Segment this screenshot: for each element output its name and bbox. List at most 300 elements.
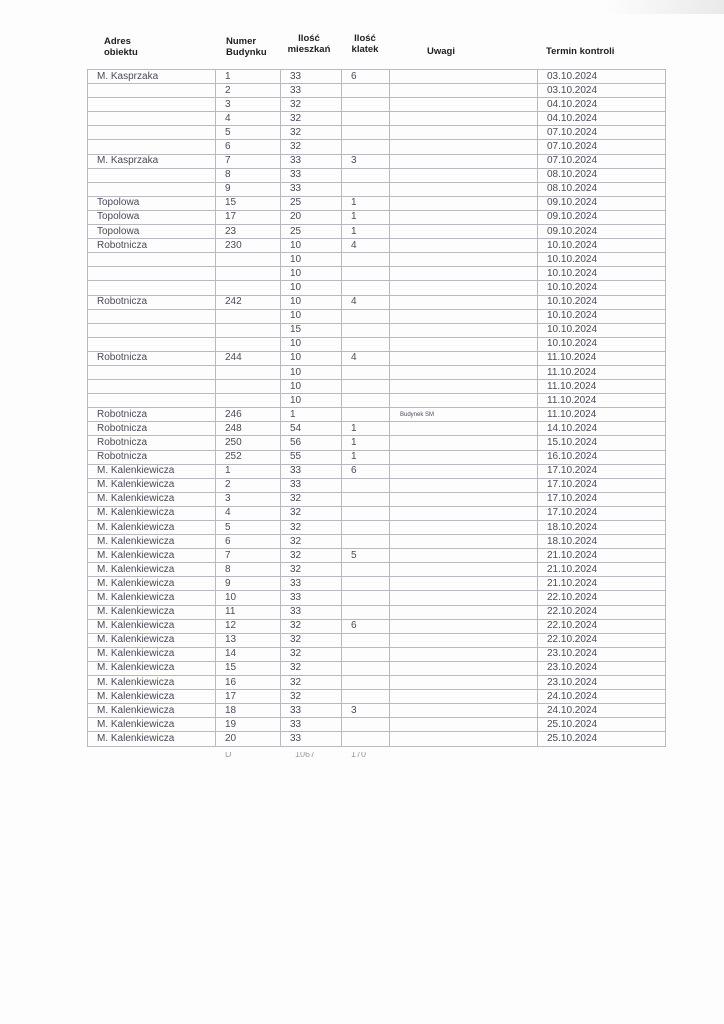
cell-numer: 244 [216, 351, 281, 365]
cell-adres [88, 323, 216, 337]
cell-adres [88, 98, 216, 112]
cell-klatek [342, 98, 390, 112]
cell-numer: 5 [216, 521, 281, 535]
cell-numer [216, 323, 281, 337]
table-row [88, 676, 666, 690]
cell-mieszkan: 10 [281, 267, 342, 281]
cell-uwagi [390, 661, 538, 675]
cell-mieszkan: 32 [281, 647, 342, 661]
table-row [88, 605, 666, 619]
cell-termin: 21.10.2024 [538, 549, 666, 563]
cell-termin: 24.10.2024 [538, 690, 666, 704]
cell-adres: M. Kalenkiewicza [88, 549, 216, 563]
cell-numer: 248 [216, 422, 281, 436]
cell-mieszkan: 10 [281, 365, 342, 379]
cell-numer [216, 281, 281, 295]
cell-numer: 18 [216, 704, 281, 718]
cell-klatek [342, 647, 390, 661]
table-row [88, 253, 666, 267]
cell-klatek [342, 591, 390, 605]
cell-adres: Topolowa [88, 196, 216, 210]
cell-mieszkan: 32 [281, 521, 342, 535]
cell-numer: 20 [216, 732, 281, 746]
table-row [88, 563, 666, 577]
cell-mieszkan: 33 [281, 704, 342, 718]
cell-termin: 10.10.2024 [538, 337, 666, 351]
cell-termin: 22.10.2024 [538, 591, 666, 605]
cell-numer: 12 [216, 619, 281, 633]
table-row [88, 577, 666, 591]
cell-uwagi [390, 549, 538, 563]
table-row [88, 478, 666, 492]
cell-adres [88, 394, 216, 408]
cell-mieszkan: 25 [281, 225, 342, 239]
cell-mieszkan: 33 [281, 70, 342, 84]
cell-termin: 17.10.2024 [538, 492, 666, 506]
cell-uwagi [390, 281, 538, 295]
table-row [88, 732, 666, 746]
cell-uwagi [390, 98, 538, 112]
cell-klatek [342, 168, 390, 182]
cell-termin: 21.10.2024 [538, 563, 666, 577]
cell-klatek [342, 365, 390, 379]
cell-termin: 10.10.2024 [538, 281, 666, 295]
cell-mieszkan: 32 [281, 676, 342, 690]
header-termin: Termin kontroli [546, 46, 615, 57]
cell-termin: 10.10.2024 [538, 253, 666, 267]
cell-uwagi [390, 605, 538, 619]
cell-mieszkan: 10 [281, 295, 342, 309]
cell-mieszkan: 33 [281, 84, 342, 98]
cell-mieszkan: 10 [281, 253, 342, 267]
cell-numer: 2 [216, 84, 281, 98]
cell-numer: 23 [216, 225, 281, 239]
cell-termin: 22.10.2024 [538, 605, 666, 619]
cell-uwagi [390, 225, 538, 239]
cell-numer: 19 [216, 718, 281, 732]
cell-mieszkan: 32 [281, 690, 342, 704]
cell-uwagi [390, 633, 538, 647]
table-row [88, 633, 666, 647]
cell-adres: M. Kalenkiewicza [88, 732, 216, 746]
cell-termin: 07.10.2024 [538, 154, 666, 168]
cell-numer: 11 [216, 605, 281, 619]
table-row [88, 718, 666, 732]
cell-uwagi: Budynek SM [390, 408, 538, 422]
cell-klatek: 6 [342, 464, 390, 478]
table-row [88, 112, 666, 126]
table-row [88, 267, 666, 281]
cell-mieszkan: 10 [281, 309, 342, 323]
cell-termin: 10.10.2024 [538, 239, 666, 253]
cell-klatek [342, 661, 390, 675]
table-row [88, 98, 666, 112]
table-row [88, 704, 666, 718]
cell-adres [88, 84, 216, 98]
cell-uwagi [390, 422, 538, 436]
cell-termin: 11.10.2024 [538, 408, 666, 422]
cell-numer: 7 [216, 549, 281, 563]
table-row [88, 450, 666, 464]
cell-termin: 17.10.2024 [538, 478, 666, 492]
cell-termin: 25.10.2024 [538, 718, 666, 732]
cell-klatek: 1 [342, 225, 390, 239]
cell-adres [88, 365, 216, 379]
cell-adres [88, 182, 216, 196]
cell-klatek [342, 563, 390, 577]
cell-mieszkan: 33 [281, 478, 342, 492]
cell-mieszkan: 33 [281, 577, 342, 591]
cell-mieszkan: 32 [281, 492, 342, 506]
cell-mieszkan: 32 [281, 535, 342, 549]
cell-klatek [342, 577, 390, 591]
cell-uwagi [390, 506, 538, 520]
cell-adres: Topolowa [88, 210, 216, 224]
cell-numer: 7 [216, 154, 281, 168]
cell-adres: Robotnicza [88, 408, 216, 422]
cell-numer: 4 [216, 506, 281, 520]
cell-klatek [342, 732, 390, 746]
table-row [88, 506, 666, 520]
cell-adres: M. Kalenkiewicza [88, 577, 216, 591]
cell-numer: 14 [216, 647, 281, 661]
cell-klatek: 5 [342, 549, 390, 563]
table-row [88, 436, 666, 450]
cell-uwagi [390, 210, 538, 224]
cell-klatek [342, 126, 390, 140]
table-row [88, 196, 666, 210]
cell-klatek [342, 633, 390, 647]
cell-uwagi [390, 267, 538, 281]
cell-mieszkan: 33 [281, 732, 342, 746]
cell-klatek [342, 253, 390, 267]
cell-mieszkan: 10 [281, 380, 342, 394]
cell-mieszkan: 15 [281, 323, 342, 337]
cell-termin: 11.10.2024 [538, 394, 666, 408]
cell-adres: Robotnicza [88, 450, 216, 464]
cell-mieszkan: 10 [281, 337, 342, 351]
cell-klatek [342, 84, 390, 98]
cell-mieszkan: 33 [281, 591, 342, 605]
cell-klatek: 1 [342, 210, 390, 224]
cell-termin: 04.10.2024 [538, 112, 666, 126]
cell-uwagi [390, 84, 538, 98]
cell-numer: 15 [216, 661, 281, 675]
cell-adres: M. Kalenkiewicza [88, 690, 216, 704]
cell-klatek [342, 408, 390, 422]
header-mieszkan: Ilość mieszkań [287, 33, 331, 55]
cell-klatek: 6 [342, 70, 390, 84]
cell-uwagi [390, 140, 538, 154]
cell-klatek [342, 535, 390, 549]
cell-termin: 14.10.2024 [538, 422, 666, 436]
table-row [88, 394, 666, 408]
cell-uwagi [390, 126, 538, 140]
cell-klatek: 3 [342, 154, 390, 168]
cell-numer: 246 [216, 408, 281, 422]
cell-klatek [342, 112, 390, 126]
cell-klatek [342, 182, 390, 196]
table-row [88, 464, 666, 478]
cell-adres [88, 267, 216, 281]
cell-numer [216, 337, 281, 351]
table-row [88, 492, 666, 506]
table-row [88, 549, 666, 563]
cell-termin: 10.10.2024 [538, 267, 666, 281]
cell-numer: 1 [216, 464, 281, 478]
cell-mieszkan: 32 [281, 633, 342, 647]
cell-numer [216, 309, 281, 323]
cell-termin: 10.10.2024 [538, 309, 666, 323]
cell-klatek [342, 478, 390, 492]
cell-adres [88, 253, 216, 267]
cell-termin: 23.10.2024 [538, 661, 666, 675]
cell-termin: 18.10.2024 [538, 535, 666, 549]
cell-adres: M. Kasprzaka [88, 154, 216, 168]
cell-adres: Robotnicza [88, 351, 216, 365]
cell-uwagi [390, 351, 538, 365]
cell-numer: 3 [216, 98, 281, 112]
cell-mieszkan: 10 [281, 281, 342, 295]
cell-adres: M. Kalenkiewicza [88, 661, 216, 675]
table-row [88, 619, 666, 633]
cell-mieszkan: 33 [281, 168, 342, 182]
cell-mieszkan: 32 [281, 112, 342, 126]
cell-klatek [342, 323, 390, 337]
cell-adres: M. Kalenkiewicza [88, 633, 216, 647]
cell-mieszkan: 32 [281, 126, 342, 140]
cell-adres: M. Kalenkiewicza [88, 535, 216, 549]
cell-klatek [342, 281, 390, 295]
table-row [88, 84, 666, 98]
cell-termin: 09.10.2024 [538, 210, 666, 224]
cell-adres: M. Kalenkiewicza [88, 506, 216, 520]
cell-termin: 10.10.2024 [538, 295, 666, 309]
cell-klatek [342, 718, 390, 732]
table-row [88, 690, 666, 704]
cell-klatek [342, 337, 390, 351]
table-body [88, 70, 666, 747]
cell-numer: 10 [216, 591, 281, 605]
cell-adres [88, 281, 216, 295]
cell-adres: M. Kalenkiewicza [88, 676, 216, 690]
cell-uwagi [390, 309, 538, 323]
table-header [0, 0, 724, 70]
cell-mieszkan: 1 [281, 408, 342, 422]
cell-termin: 04.10.2024 [538, 98, 666, 112]
cell-klatek: 3 [342, 704, 390, 718]
cell-termin: 07.10.2024 [538, 140, 666, 154]
table-row [88, 295, 666, 309]
cell-uwagi [390, 112, 538, 126]
cell-adres [88, 337, 216, 351]
cell-adres: M. Kasprzaka [88, 70, 216, 84]
cell-klatek [342, 521, 390, 535]
cell-klatek [342, 309, 390, 323]
table-row [88, 140, 666, 154]
cell-numer: 250 [216, 436, 281, 450]
cell-uwagi [390, 647, 538, 661]
cell-numer: 4 [216, 112, 281, 126]
cell-numer: 1 [216, 70, 281, 84]
cell-numer [216, 365, 281, 379]
cell-termin: 11.10.2024 [538, 365, 666, 379]
table-row [88, 337, 666, 351]
cell-klatek [342, 380, 390, 394]
cell-termin: 22.10.2024 [538, 619, 666, 633]
cell-termin: 18.10.2024 [538, 521, 666, 535]
cell-uwagi [390, 239, 538, 253]
summary-numer: D [225, 752, 232, 758]
cell-adres: M. Kalenkiewicza [88, 478, 216, 492]
cell-termin: 24.10.2024 [538, 704, 666, 718]
cell-adres: M. Kalenkiewicza [88, 704, 216, 718]
table-row [88, 126, 666, 140]
cell-uwagi [390, 154, 538, 168]
table-row [88, 182, 666, 196]
cell-adres: Robotnicza [88, 422, 216, 436]
cell-uwagi [390, 704, 538, 718]
cell-numer [216, 380, 281, 394]
cell-mieszkan: 56 [281, 436, 342, 450]
table-row [88, 70, 666, 84]
cell-mieszkan: 32 [281, 619, 342, 633]
cell-uwagi [390, 394, 538, 408]
cell-mieszkan: 54 [281, 422, 342, 436]
cell-uwagi [390, 380, 538, 394]
cell-mieszkan: 33 [281, 464, 342, 478]
cell-termin: 08.10.2024 [538, 168, 666, 182]
table-row [88, 647, 666, 661]
cell-uwagi [390, 521, 538, 535]
cell-adres [88, 380, 216, 394]
cell-mieszkan: 32 [281, 661, 342, 675]
cell-klatek [342, 492, 390, 506]
cell-numer: 252 [216, 450, 281, 464]
cell-adres: M. Kalenkiewicza [88, 464, 216, 478]
cell-adres [88, 309, 216, 323]
cell-numer [216, 267, 281, 281]
cell-klatek [342, 676, 390, 690]
cell-uwagi [390, 577, 538, 591]
header-uwagi: Uwagi [427, 46, 455, 57]
table-row [88, 154, 666, 168]
table-row [88, 239, 666, 253]
cell-termin: 15.10.2024 [538, 436, 666, 450]
cell-adres [88, 168, 216, 182]
cell-adres: Topolowa [88, 225, 216, 239]
cell-mieszkan: 32 [281, 140, 342, 154]
cell-mieszkan: 32 [281, 506, 342, 520]
cell-numer: 9 [216, 182, 281, 196]
cell-adres: Robotnicza [88, 295, 216, 309]
cell-mieszkan: 32 [281, 563, 342, 577]
cell-uwagi [390, 323, 538, 337]
summary-klatek: 170 [351, 752, 367, 758]
cell-uwagi [390, 253, 538, 267]
cell-uwagi [390, 591, 538, 605]
cell-klatek: 1 [342, 422, 390, 436]
cell-numer: 17 [216, 690, 281, 704]
table-row [88, 168, 666, 182]
table-row [88, 281, 666, 295]
cell-adres: M. Kalenkiewicza [88, 605, 216, 619]
cell-mieszkan: 33 [281, 182, 342, 196]
cell-termin: 03.10.2024 [538, 70, 666, 84]
cell-adres: Robotnicza [88, 239, 216, 253]
header-klatek: Ilość klatek [351, 33, 379, 55]
cell-klatek: 1 [342, 450, 390, 464]
table-row [88, 422, 666, 436]
cell-mieszkan: 55 [281, 450, 342, 464]
cell-adres: M. Kalenkiewicza [88, 563, 216, 577]
cell-uwagi [390, 337, 538, 351]
cell-termin: 09.10.2024 [538, 196, 666, 210]
cell-uwagi [390, 365, 538, 379]
cell-adres: M. Kalenkiewicza [88, 718, 216, 732]
cell-adres [88, 112, 216, 126]
cell-adres [88, 140, 216, 154]
cell-termin: 23.10.2024 [538, 647, 666, 661]
cell-numer: 8 [216, 168, 281, 182]
cell-uwagi [390, 70, 538, 84]
cell-termin: 11.10.2024 [538, 351, 666, 365]
cell-uwagi [390, 196, 538, 210]
truncated-summary-row [87, 752, 665, 758]
table-row [88, 351, 666, 365]
cell-mieszkan: 33 [281, 718, 342, 732]
cell-numer: 13 [216, 633, 281, 647]
cell-termin: 08.10.2024 [538, 182, 666, 196]
cell-mieszkan: 10 [281, 351, 342, 365]
cell-termin: 11.10.2024 [538, 380, 666, 394]
table-row [88, 408, 666, 422]
cell-klatek [342, 506, 390, 520]
cell-klatek [342, 394, 390, 408]
table-row [88, 365, 666, 379]
cell-numer: 9 [216, 577, 281, 591]
cell-uwagi [390, 619, 538, 633]
table-row [88, 323, 666, 337]
cell-klatek [342, 267, 390, 281]
table-row [88, 521, 666, 535]
cell-numer [216, 394, 281, 408]
cell-numer: 230 [216, 239, 281, 253]
inspection-table [87, 69, 666, 747]
cell-uwagi [390, 295, 538, 309]
cell-uwagi [390, 436, 538, 450]
cell-uwagi [390, 168, 538, 182]
cell-termin: 23.10.2024 [538, 676, 666, 690]
cell-uwagi [390, 676, 538, 690]
table-row [88, 591, 666, 605]
cell-uwagi [390, 563, 538, 577]
table-row [88, 210, 666, 224]
cell-klatek: 4 [342, 295, 390, 309]
cell-adres: M. Kalenkiewicza [88, 521, 216, 535]
cell-numer: 15 [216, 196, 281, 210]
cell-termin: 25.10.2024 [538, 732, 666, 746]
cell-uwagi [390, 732, 538, 746]
cell-adres: M. Kalenkiewicza [88, 591, 216, 605]
cell-uwagi [390, 690, 538, 704]
cell-termin: 03.10.2024 [538, 84, 666, 98]
cell-numer: 6 [216, 140, 281, 154]
cell-mieszkan: 10 [281, 239, 342, 253]
cell-uwagi [390, 478, 538, 492]
cell-termin: 22.10.2024 [538, 633, 666, 647]
header-adres: Adres obiektu [104, 36, 138, 58]
